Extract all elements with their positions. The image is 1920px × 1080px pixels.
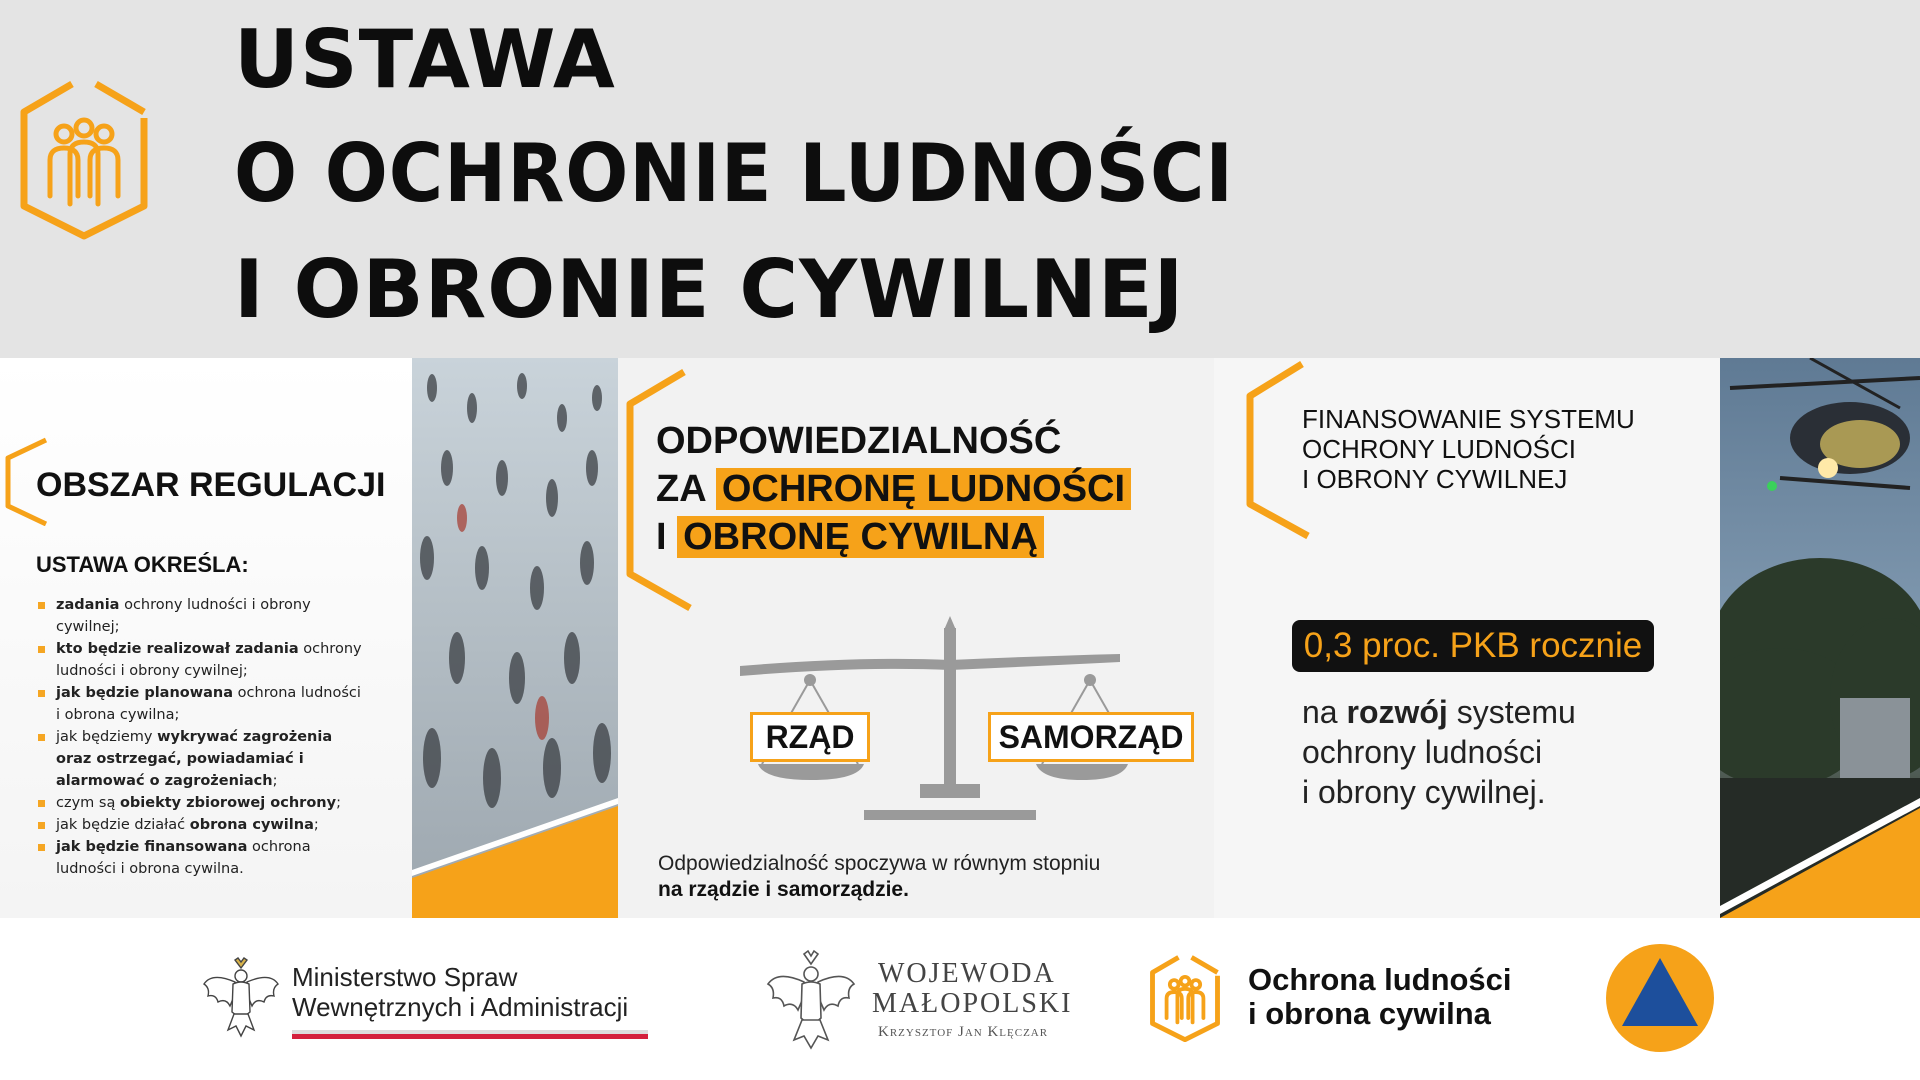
responsibility-heading-line-3: I OBRONĘ CYWILNĄ: [656, 516, 1044, 559]
voivode-title-line-1: WOJEWODA: [878, 958, 1056, 989]
list-item: jak będzie planowana ochrona ludności i obrona cywilna;: [36, 682, 366, 726]
helicopter-photo: [1720, 358, 1920, 918]
ministry-flag-stripe-red: [292, 1034, 648, 1039]
funding-description-line-1: na rozwój systemu: [1302, 694, 1576, 730]
ministry-name-line-1: Ministerstwo Spraw: [292, 962, 518, 992]
page-title-line-3: I OBRONIE CYWILNEJ: [234, 243, 1185, 336]
list-item: jak będzie finansowana ochrona ludności i obrona cywilna.: [36, 836, 366, 880]
regulation-list: [36, 594, 366, 880]
list-item: jak będziemy wykrywać zagrożenia oraz ostrzegać, powiadamiać i alarmować o zagrożeniach;: [36, 726, 366, 792]
brand-name-line-1: Ochrona ludności: [1248, 962, 1512, 997]
regulation-subheading: USTAWA OKREŚLA:: [36, 552, 249, 577]
crowd-photo: [412, 358, 618, 918]
local-government-label: SAMORZĄD: [988, 712, 1194, 762]
responsibility-heading-line-2: ZA OCHRONĘ LUDNOŚCI: [656, 468, 1131, 511]
ministry-name-line-2: Wewnętrznych i Administracji: [292, 992, 629, 1022]
regulation-heading: OBSZAR REGULACJI: [36, 466, 386, 504]
list-item: kto będzie realizował zadania ochrony ludności i obrony cywilnej;: [36, 638, 366, 682]
polish-eagle-icon: [200, 954, 282, 1040]
page-title-line-1: USTAWA: [234, 13, 616, 106]
funding-description-line-2: ochrony ludności: [1302, 734, 1543, 770]
funding-heading-line-2: OCHRONY LUDNOŚCI: [1302, 434, 1577, 464]
voivode-eagle-icon: [764, 948, 858, 1052]
funding-heading-line-3: I OBRONY CYWILNEJ: [1302, 464, 1568, 494]
voivode-name: Krzysztof Jan Klęczar: [878, 1024, 1049, 1040]
government-label: RZĄD: [750, 712, 870, 762]
civil-protection-logo-icon: [12, 78, 156, 240]
responsibility-note-line-2: na rządzie i samorządzie.: [658, 878, 909, 901]
list-item: czym są obiekty zbiorowej ochrony;: [36, 792, 366, 814]
funding-amount-badge: 0,3 proc. PKB rocznie: [1292, 620, 1654, 672]
funding-heading-line-1: FINANSOWANIE SYSTEMU: [1302, 404, 1635, 434]
civil-protection-logo-icon: [1146, 954, 1224, 1042]
list-item: jak będzie działać obrona cywilna;: [36, 814, 366, 836]
civil-defence-emblem-icon: [1604, 942, 1716, 1054]
funding-description-line-3: i obrony cywilnej.: [1302, 774, 1546, 810]
responsibility-note-line-1: Odpowiedzialność spoczywa w równym stopniu: [658, 852, 1101, 875]
page-title-line-2: O OCHRONIE LUDNOŚCI: [234, 127, 1234, 220]
list-item: zadania ochrony ludności i obrony cywilnej;: [36, 594, 366, 638]
brand-name-line-2: i obrona cywilna: [1248, 996, 1491, 1031]
responsibility-heading-line-1: ODPOWIEDZIALNOŚĆ: [656, 420, 1062, 462]
voivode-title-line-2: MAŁOPOLSKI: [872, 988, 1073, 1019]
